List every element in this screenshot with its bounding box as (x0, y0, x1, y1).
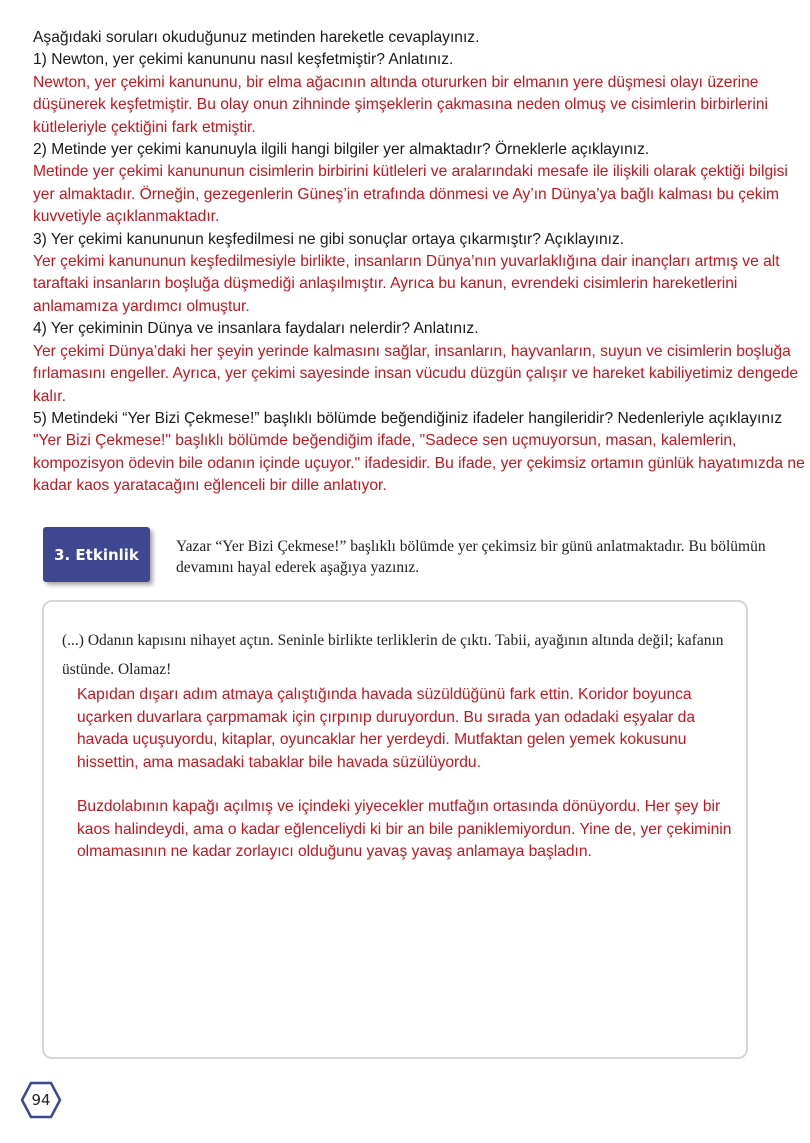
page-number: 94 (31, 1091, 51, 1109)
student-answer-paragraph-1: Kapıdan dışarı adım atmaya çalıştığında havada süzüldüğünü fark ettin. Koridor boyunca uçarken duvarlara çarpmamak için çırpınıp duruyordun. Bu sırada yan odadaki eşyalar da havada uçuşuyordu, kitaplar, oyuncaklar her yerdeydi. Mutfaktan gelen yemek kokusunu hissettin, ama masadaki tabaklar bile havada süzülüyordu. (77, 686, 696, 771)
question-3: 3) Yer çekimi kanununun keşfedilmesi ne gibi sonuçlar ortaya çıkarmıştır? Açıklayınız. (33, 230, 625, 248)
answer-1: Newton, yer çekimi kanununu, bir elma ağacının altında otururken bir elmanın yere düşmesi olayı üzerine düşünerek keşfetmiştir. Bu olay onun zihninde şimşeklerin çakmasına neden olmuş ve cisimlerin birbirlerini kütleleriyle çektiğini fark etmiştir. (33, 73, 768, 136)
answer-4: Yer çekimi Dünya’daki her şeyin yerinde kalmasını sağlar, insanların, hayvanların, suyun ve cisimlerin boşluğa fırlamasını engeller. Ayrıca, yer çekimi sayesinde insan vücudu düzgün çalışır ve hareket kabiliyetimiz dengede kalır. (33, 342, 799, 405)
question-1: 1) Newton, yer çekimi kanununu nasıl keşfetmiştir? Anlatınız. (33, 51, 454, 69)
questions-section (33, 27, 805, 498)
questions-intro: Aşağıdaki soruları okuduğunuz metinden hareketle cevaplayınız. (33, 29, 480, 46)
question-4: 4) Yer çekiminin Dünya ve insanlara faydaları nelerdir? Anlatınız. (33, 320, 479, 338)
answer-3: Yer çekimi kanununun keşfedilmesiyle birlikte, insanların Dünya’nın yuvarlaklığına dair inançları artmış ve alt taraftaki insanların boşluğa düşmediği anlaşılmıştır. Ayrıca bu kanun, evrendeki cisimlerin hareketlerini anlamamıza yardımcı olmuştur. (33, 253, 780, 315)
answer-2: Metinde yer çekimi kanununun cisimlerin birbirini kütleleri ve aralarındaki mesafe ile ilişkili olarak çektiği bilgisi yer almaktadır. Örneğin, gezegenlerin Güneş’in etrafında dönmesi ve Ay’ın Dünya’ya bağlı kalması bu çekim kuvvetiyle açıklanmaktadır. (33, 163, 788, 226)
answer-5: "Yer Bizi Çekmese!" başlıklı bölümde beğendiğim ifade, "Sadece sen uçmuyorsun, masan, kalemlerin, kompozisyon ödevin bile odanın içinde uçuyor." ifadesidir. Bu ifade, yer çekimsiz ortamın günlük hayatımızda ne kadar kaos yaratacağını eğlenceli bir dille anlatıyor. (33, 432, 805, 495)
activity-instruction: Yazar “Yer Bizi Çekmese!” başlıklı bölümde yer çekimsiz bir günü anlatmaktadır. Bu bölümün devamını hayal ederek aşağıya yazınız. (176, 538, 766, 576)
story-start: (...) Odanın kapısını nihayet açtın. Seninle birlikte terliklerin de çıktı. Tabii, ayağının altında değil; kafanın üstünde. Olamaz! (62, 632, 724, 678)
page-number-badge (20, 1081, 62, 1119)
question-2: 2) Metinde yer çekimi kanunuyla ilgili hangi bilgiler yer almaktadır? Örneklerle açıklayınız. (33, 141, 650, 159)
student-answer-paragraph-2: Buzdolabının kapağı açılmış ve içindeki yiyecekler mutfağın ortasında dönüyordu. Her şey bir kaos halindeydi, ama o kadar eğlenceliydi ki bir an bile paniklemiyordun. Yine de, yer çekiminin olmamasının ne kadar zorlayıcı olduğunu yavaş yavaş anlamaya başladın. (77, 798, 732, 861)
question-5: 5) Metindeki “Yer Bizi Çekmese!” başlıklı bölümde beğendiğiniz ifadeler hangileridir? Nedenleriyle açıklayınız (33, 409, 783, 427)
activity-badge: 3. Etkinlik (43, 527, 150, 582)
